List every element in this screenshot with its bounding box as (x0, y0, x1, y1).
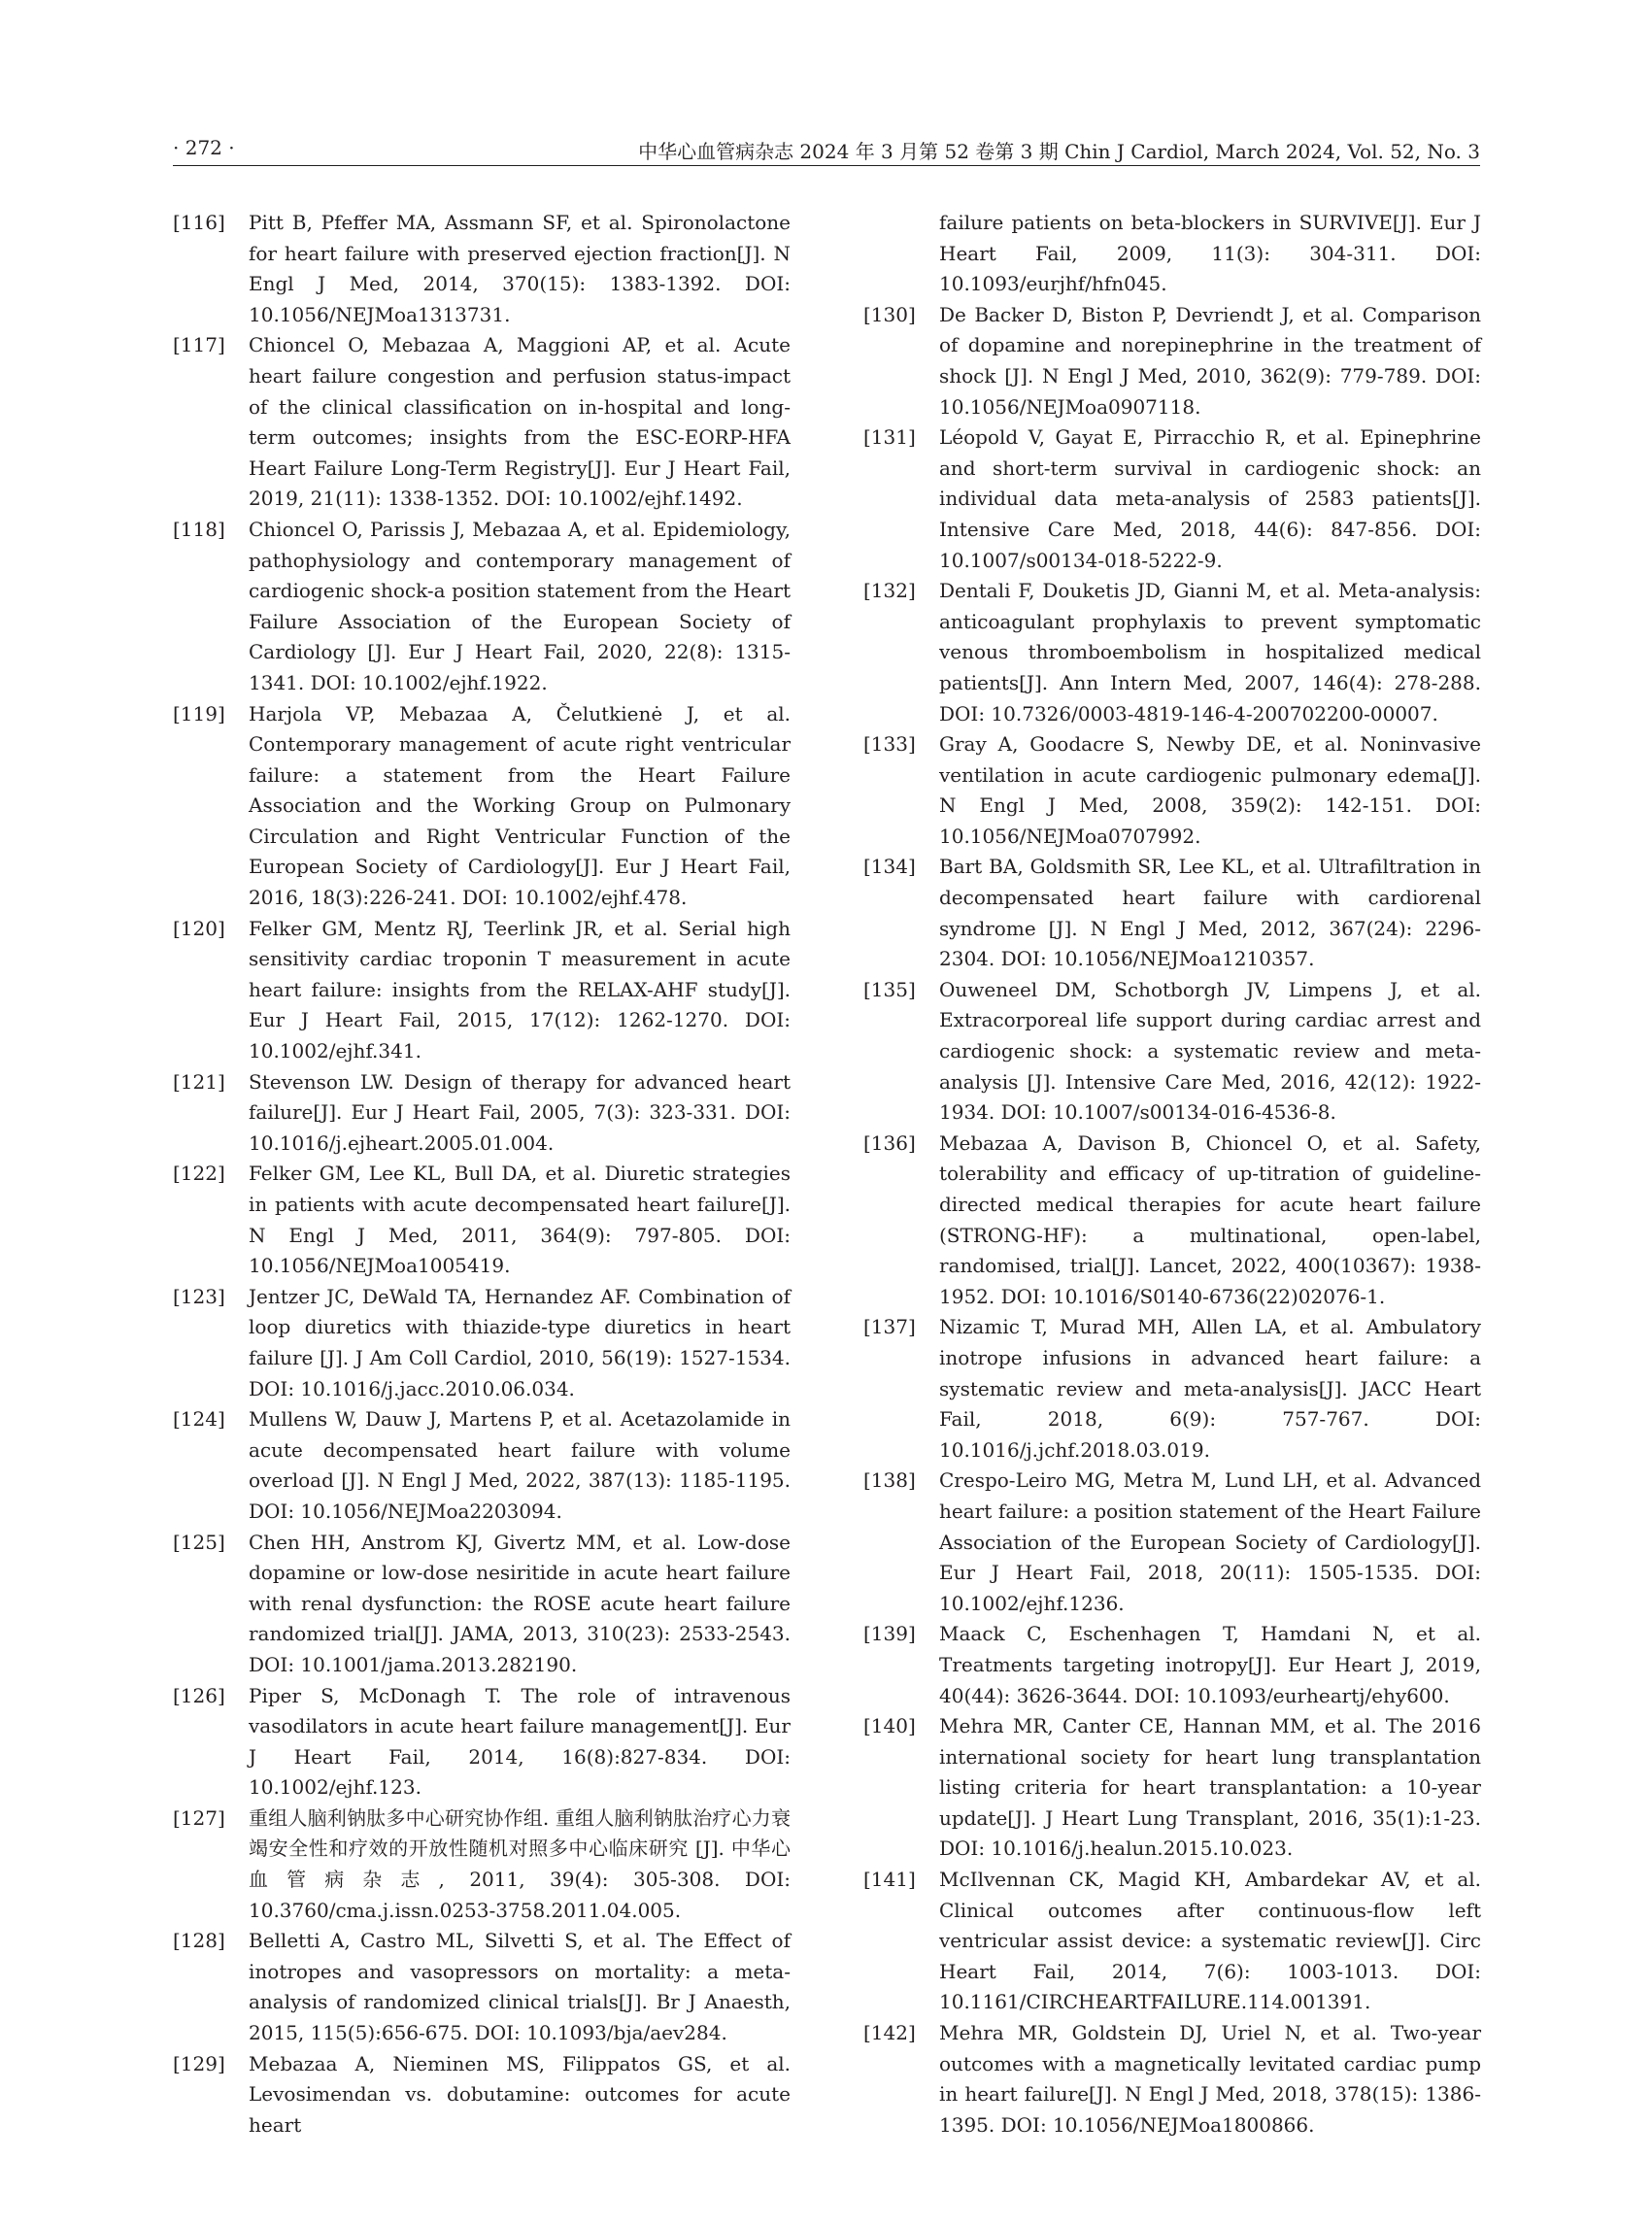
reference-number: [119] (173, 701, 225, 725)
reference-item (173, 1282, 791, 1404)
reference-item (173, 1528, 791, 1681)
reference-item (863, 852, 1481, 974)
reference-text: Crespo-Leiro MG, Metra M, Lund LH, et al. Advanced heart failure: a position statement of the Heart Failure Association of the European Society of Cardiology[J]. Eur J Heart Fail, 2018, 20(11): 1505-1535. DOI: 10.1002/ejhf.1236. (939, 1468, 1481, 1615)
reference-number: [137] (863, 1315, 916, 1339)
reference-number: [116] (173, 211, 225, 234)
reference-item (173, 1404, 791, 1527)
reference-number: [140] (863, 1714, 916, 1738)
reference-item (863, 729, 1481, 852)
reference-number: [121] (173, 1069, 225, 1094)
reference-item (173, 1926, 791, 2048)
reference-list-right (863, 300, 1481, 2141)
reference-number: [138] (863, 1468, 916, 1493)
reference-text: 重组人脑利钠肽多中心研究协作组. 重组人脑利钠肽治疗心力衰竭安全性和疗效的开放性随机对照多中心临床研究 [J]. 中华心血管病杂志, 2011, 39(4): 305-308. DOI: 10.3760/cma.j.issn.0253-3758.2011.04.005. (249, 1805, 791, 1922)
reference-item (173, 1159, 791, 1281)
reference-item (173, 2049, 791, 2141)
reference-number: [118] (173, 517, 225, 541)
reference-column-left (173, 208, 791, 2141)
reference-number: [132] (863, 579, 916, 603)
reference-number: [136] (863, 1130, 916, 1155)
reference-number: [122] (173, 1162, 225, 1186)
reference-text: Felker GM, Mentz RJ, Teerlink JR, et al. Serial high sensitivity cardiac troponin T measurement in acute heart failure: insights from the RELAX-AHF study[J]. Eur J Heart Fail, 2015, 17(12): 1262-1270. DOI: 10.1002/ejhf.341. (249, 916, 791, 1063)
reference-text: McIlvennan CK, Magid KH, Ambardekar AV, et al. Clinical outcomes after continuous-flow left ventricular assist device: a systematic review[J]. Circ Heart Fail, 2014, 7(6): 1003-1013. DOI: 10.1161/CIRCHEARTFAILURE.114.001391. (939, 1868, 1481, 2014)
reference-text: Mebazaa A, Nieminen MS, Filippatos GS, et al. Levosimendan vs. dobutamine: outcomes for acute heart (249, 2051, 791, 2137)
reference-number: [124] (173, 1407, 225, 1432)
reference-number: [142] (863, 2021, 916, 2045)
reference-item (863, 1129, 1481, 1313)
reference-text: Chioncel O, Mebazaa A, Maggioni AP, et al. Acute heart failure congestion and perfusion status-impact of the clinical classification on in-hospital and long-term outcomes; insights from the ESC-EORP-HFA Heart Failure Long-Term Registry[J]. Eur J Heart Fail, 2019, 21(11): 1338-1352. DOI: 10.1002/ejhf.1492. (249, 333, 791, 511)
reference-number: [127] (173, 1805, 225, 1830)
reference-number: [123] (173, 1284, 225, 1308)
reference-number: [120] (173, 916, 225, 940)
reference-text: Gray A, Goodacre S, Newby DE, et al. Noninvasive ventilation in acute cardiogenic pulmonary edema[J]. N Engl J Med, 2008, 359(2): 142-151. DOI: 10.1056/NEJMoa0707992. (939, 732, 1481, 848)
reference-item (863, 1619, 1481, 1711)
reference-text: Felker GM, Lee KL, Bull DA, et al. Diuretic strategies in patients with acute decompensated heart failure[J]. N Engl J Med, 2011, 364(9): 797-805. DOI: 10.1056/NEJMoa1005419. (249, 1162, 791, 1278)
reference-item (863, 2018, 1481, 2141)
reference-text: Mebazaa A, Davison B, Chioncel O, et al. Safety, tolerability and efficacy of up-titration of guideline-directed medical therapies for acute heart failure (STRONG-HF): a multinational, open-label, randomised, trial[J]. Lancet, 2022, 400(10367): 1938-1952. DOI: 10.1016/S0140-6736(22)02076-1. (939, 1130, 1481, 1308)
reference-text: Maack C, Eschenhagen T, Hamdani N, et al. Treatments targeting inotropy[J]. Eur Heart J, 2019, 40(44): 3626-3644. DOI: 10.1093/eurheartj/ehy600. (939, 1622, 1481, 1707)
reference-text: Jentzer JC, DeWald TA, Hernandez AF. Combination of loop diuretics with thiazide-type diuretics in heart failure [J]. J Am Coll Cardiol, 2010, 56(19): 1527-1534. DOI: 10.1016/j.jacc.2010.06.034. (249, 1284, 791, 1400)
reference-number: [125] (173, 1530, 225, 1554)
reference-continuation: failure patients on beta-blockers in SURVIVE[J]. Eur J Heart Fail, 2009, 11(3): 304-311. DOI: 10.1093/eurjhf/hfn045. (939, 211, 1481, 296)
reference-item (863, 1865, 1481, 2018)
reference-item (863, 300, 1481, 422)
reference-text: Chen HH, Anstrom KJ, Givertz MM, et al. Low-dose dopamine or low-dose nesiritide in acute heart failure with renal dysfunction: the ROSE acute heart failure randomized trial[J]. JAMA, 2013, 310(23): 2533-2543. DOI: 10.1001/jama.2013.282190. (249, 1530, 791, 1676)
reference-item (173, 208, 791, 330)
reference-text: Mehra MR, Canter CE, Hannan MM, et al. The 2016 international society for heart lung transplantation listing criteria for heart transplantation: a 10-year update[J]. J Heart Lung Transplant, 2016, 35(1):1-23. DOI: 10.1016/j.healun.2015.10.023. (939, 1714, 1481, 1861)
reference-text: Belletti A, Castro ML, Silvetti S, et al. The Effect of inotropes and vasopressors on mortality: a meta-analysis of randomized clinical trials[J]. Br J Anaesth, 2015, 115(5):656-675. DOI: 10.1093/bja/aev284. (249, 1929, 791, 2045)
reference-item (173, 1804, 791, 1926)
reference-item (863, 1312, 1481, 1466)
reference-text: Piper S, McDonagh T. The role of intravenous vasodilators in acute heart failure management[J]. Eur J Heart Fail, 2014, 16(8):827-834. DOI: 10.1002/ejhf.123. (249, 1683, 791, 1800)
reference-item (863, 1466, 1481, 1619)
reference-text: Pitt B, Pfeffer MA, Assmann SF, et al. Spironolactone for heart failure with preserved ejection fraction[J]. N Engl J Med, 2014, 370(15): 1383-1392. DOI: 10.1056/NEJMoa1313731. (249, 211, 791, 326)
reference-item (863, 576, 1481, 729)
reference-item (863, 975, 1481, 1129)
journal-citation-line: 中华心血管病杂志 2024 年 3 月第 52 卷第 3 期 Chin J Cardiol, March 2024, Vol. 52, No. 3 (638, 140, 1480, 163)
reference-number: [128] (173, 1929, 225, 1953)
reference-item (173, 1067, 791, 1160)
reference-text: Nizamic T, Murad MH, Allen LA, et al. Ambulatory inotrope infusions in advanced heart failure: a systematic review and meta-analysis[J]. JACC Heart Fail, 2018, 6(9): 757-767. DOI: 10.1016/j.jchf.2018.03.019. (939, 1315, 1481, 1462)
reference-text: Stevenson LW. Design of therapy for advanced heart failure[J]. Eur J Heart Fail, 2005, 7(3): 323-331. DOI: 10.1016/j.ejheart.2005.01.004. (249, 1069, 791, 1155)
reference-column-right (863, 208, 1481, 2141)
reference-text: Ouweneel DM, Schotborgh JV, Limpens J, et al. Extracorporeal life support during cardiac arrest and cardiogenic shock: a systematic review and meta-analysis [J]. Intensive Care Med, 2016, 42(12): 1922-1934. DOI: 10.1007/s00134-016-4536-8. (939, 977, 1481, 1125)
reference-number: [141] (863, 1868, 916, 1892)
running-header (173, 132, 1480, 166)
reference-text: Bart BA, Goldsmith SR, Lee KL, et al. Ultrafiltration in decompensated heart failure with cardiorenal syndrome [J]. N Engl J Med, 2012, 367(24): 2296-2304. DOI: 10.1056/NEJMoa1210357. (939, 855, 1481, 971)
reference-text: Léopold V, Gayat E, Pirracchio R, et al. Epinephrine and short-term survival in cardiogenic shock: an individual data meta-analysis of 2583 patients[J]. Intensive Care Med, 2018, 44(6): 847-856. DOI: 10.1007/s00134-018-5222-9. (939, 425, 1481, 572)
reference-number: [134] (863, 855, 916, 879)
reference-number: [135] (863, 977, 916, 1001)
reference-item (173, 1681, 791, 1804)
reference-item (173, 330, 791, 515)
reference-number: [139] (863, 1622, 916, 1646)
reference-text: Chioncel O, Parissis J, Mebazaa A, et al. Epidemiology, pathophysiology and contemporary management of cardiogenic shock-a position statement from the Heart Failure Association of the European Society of Cardiology [J]. Eur J Heart Fail, 2020, 22(8): 1315-1341. DOI: 10.1002/ejhf.1922. (249, 517, 791, 694)
reference-item (863, 1711, 1481, 1865)
reference-text: Mullens W, Dauw J, Martens P, et al. Acetazolamide in acute decompensated heart failure with volume overload [J]. N Engl J Med, 2022, 387(13): 1185-1195. DOI: 10.1056/NEJMoa2203094. (249, 1407, 791, 1523)
reference-item (173, 914, 791, 1067)
reference-number: [133] (863, 732, 916, 757)
reference-number: [126] (173, 1683, 225, 1707)
reference-item (173, 699, 791, 914)
reference-text: Mehra MR, Goldstein DJ, Uriel N, et al. Two-year outcomes with a magnetically levitated cardiac pump in heart failure[J]. N Engl J Med, 2018, 378(15): 1386-1395. DOI: 10.1056/NEJMoa1800866. (939, 2021, 1481, 2137)
reference-text: De Backer D, Biston P, Devriendt J, et al. Comparison of dopamine and norepinephrine in the treatment of shock [J]. N Engl J Med, 2010, 362(9): 779-789. DOI: 10.1056/NEJMoa0907118. (939, 302, 1481, 419)
reference-item (173, 515, 791, 699)
reference-text: Dentali F, Douketis JD, Gianni M, et al. Meta-analysis: anticoagulant prophylaxis to prevent symptomatic venous thromboembolism in hospitalized medical patients[J]. Ann Intern Med, 2007, 146(4): 278-288. DOI: 10.7326/0003-4819-146-4-200702200-00007. (939, 579, 1481, 725)
reference-number: [131] (863, 425, 916, 450)
reference-item (863, 422, 1481, 576)
reference-number: [129] (173, 2051, 225, 2075)
reference-text: Harjola VP, Mebazaa A, Čelutkienė J, et al. Contemporary management of acute right ventricular failure: a statement from the Heart Failure Association and the Working Group on Pulmonary Circulation and Right Ventricular Function of the European Society of Cardiology[J]. Eur J Heart Fail, 2016, 18(3):226-241. DOI: 10.1002/ejhf.478. (249, 701, 791, 910)
reference-number: [130] (863, 302, 916, 326)
reference-number: [117] (173, 333, 225, 357)
page-number: · 272 · (173, 136, 235, 159)
